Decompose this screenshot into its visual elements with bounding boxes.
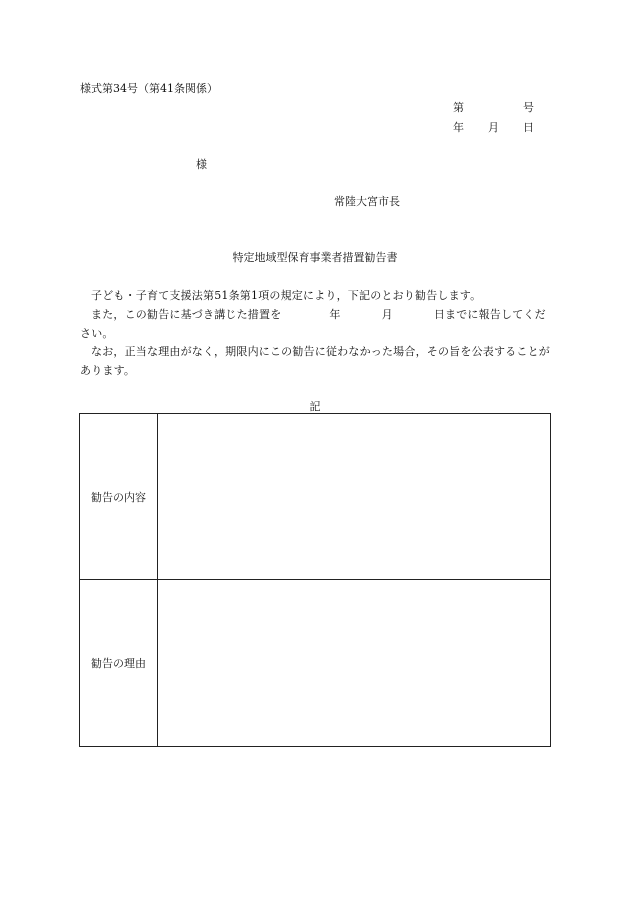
addressee-honorific: 様 (196, 158, 207, 171)
body-paragraph-2 (80, 305, 550, 343)
table-label-cell (80, 414, 158, 579)
document-number-label: 第 (453, 101, 464, 114)
table-label-cell (80, 580, 158, 746)
recommendation-table (79, 413, 551, 747)
recommendation-reason-field[interactable] (158, 580, 550, 746)
recommendation-content-label: 勧告の内容 (91, 490, 146, 504)
document-number-suffix: 号 (523, 101, 534, 114)
date-day-label: 日 (523, 121, 534, 134)
document-title: 特定地域型保育事業者措置勧告書 (232, 251, 398, 264)
body-paragraph-2-year: 年 (329, 308, 341, 321)
body-paragraph-1 (80, 286, 550, 305)
body-paragraph-2-month: 月 (381, 308, 393, 321)
table-row-recommendation-content (80, 414, 550, 580)
body-paragraph-3-text: なお，正当な理由がなく，期限内にこの勧告に従わなかった場合，その旨を公表することがあります。 (80, 345, 550, 377)
table-row-recommendation-reason (80, 580, 550, 746)
date-month-label: 月 (488, 121, 499, 134)
form-number: 様式第34号（第41条関係） (80, 82, 218, 95)
body-paragraph-3 (80, 342, 550, 380)
body-paragraph-2-text-before: また，この勧告に基づき講じた措置を (91, 308, 282, 321)
ki-heading: 記 (309, 400, 321, 413)
body-paragraph-2-text-after: 日までに報告してください。 (80, 308, 546, 340)
date-year-label: 年 (453, 121, 464, 134)
recommendation-reason-label: 勧告の理由 (91, 657, 146, 670)
issuer-name: 常陸大宮市長 (334, 195, 400, 208)
body-paragraph-1-text: 子ども・子育て支援法第51条第1項の規定により，下記のとおり勧告します。 (91, 289, 482, 302)
recommendation-content-field[interactable] (158, 414, 550, 579)
